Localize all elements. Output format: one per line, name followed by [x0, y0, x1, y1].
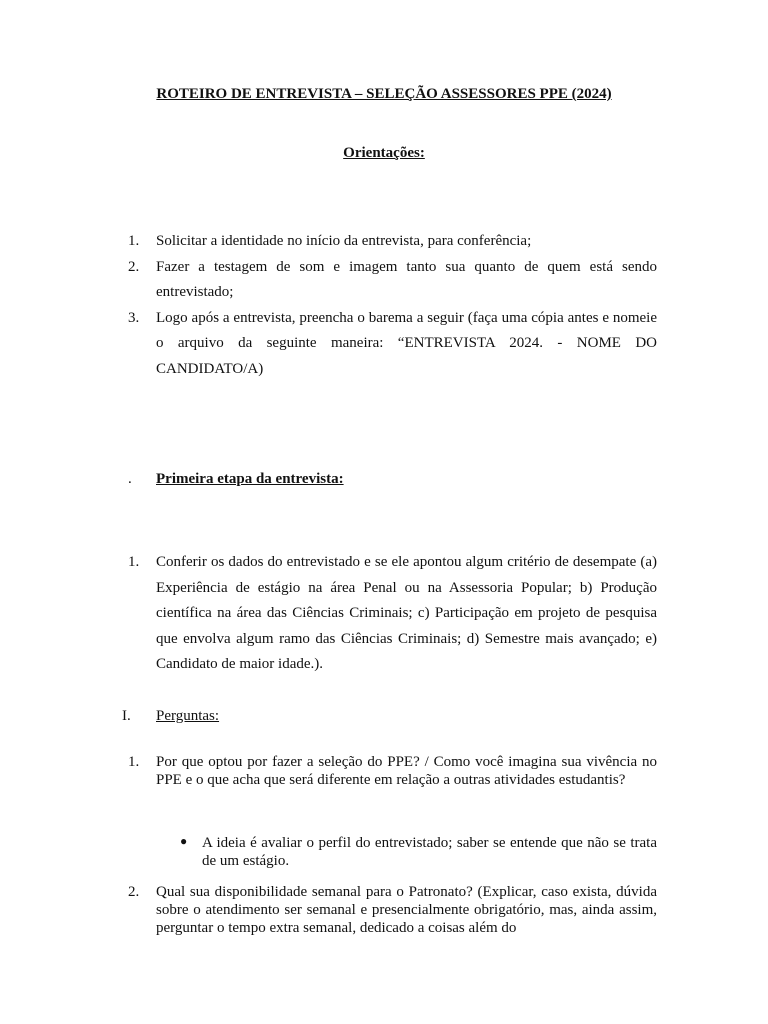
list-item	[0, 255, 768, 306]
list-item-number: 3.	[128, 309, 140, 326]
list-item	[0, 306, 768, 383]
orientacoes-list	[0, 229, 768, 382]
list-item-text: Conferir os dados do entrevistado e se ele apontou algum critério de desempate (a) Experiência de estágio na área Penal ou na Assessoria Popular; b) Produção científica na área das Ciências Criminais; c) Participação em projeto de pesquisa que envolva algum ramo das Ciências Criminais; d) Semestre mais avançado; e) Candidato de maior idade.).	[156, 554, 657, 672]
list-item	[0, 753, 768, 789]
section-title-orientacoes: Orientações:	[343, 145, 425, 161]
list-item-text: Por que optou por fazer a seleção do PPE? / Como você imagina sua vivência no PPE e o que acha que será diferente em relação a outras atividades estudantis?	[156, 754, 657, 788]
list-item	[0, 550, 768, 678]
list-item-number: 2.	[128, 884, 140, 900]
list-item	[0, 229, 768, 255]
list-item-number: 2.	[128, 258, 140, 275]
section-marker: .	[128, 471, 132, 487]
list-item-text: Qual sua disponibilidade semanal para o Patronato? (Explicar, caso exista, dúvida sobre o atendimento ser semanal e presencialmente obrigatório, mas, ainda assim, perguntar o tempo extra semanal, dedicado a coisas além do	[156, 884, 657, 936]
section-heading-row	[0, 704, 768, 730]
list-item-text: Solicitar a identidade no início da entrevista, para conferência;	[156, 233, 532, 249]
list-item	[0, 883, 768, 937]
list-item-number: 1.	[128, 554, 140, 570]
section-primeira-etapa	[0, 467, 768, 493]
section-heading-row	[0, 467, 768, 493]
bullet-text: A ideia é avaliar o perfil do entrevistado; saber se entende que não se trata de um estágio.	[202, 835, 657, 869]
section-marker: I.	[122, 708, 131, 724]
perguntas-list-2	[0, 883, 768, 937]
document-title: ROTEIRO DE ENTREVISTA – SELEÇÃO ASSESSORES PPE (2024)	[156, 86, 612, 102]
list-item-number: 1.	[128, 754, 140, 770]
list-item-text: Fazer a testagem de som e imagem tanto sua quanto de quem está sendo entrevistado;	[156, 258, 657, 300]
bullet-item	[0, 834, 768, 870]
section-heading: Primeira etapa da entrevista:	[156, 471, 344, 487]
primeira-etapa-list	[0, 550, 768, 678]
bullet-icon: ●	[180, 834, 188, 848]
perguntas-bullet	[0, 834, 768, 870]
list-item-text: Logo após a entrevista, preencha o barema a seguir (faça uma cópia antes e nomeie o arquivo da seguinte maneira: “ENTREVISTA 2024. - NOME DO CANDIDATO/A)	[156, 309, 657, 377]
perguntas-list	[0, 753, 768, 789]
section-heading: Perguntas:	[156, 708, 220, 724]
section-perguntas	[0, 704, 768, 730]
list-item-number: 1.	[128, 233, 140, 249]
